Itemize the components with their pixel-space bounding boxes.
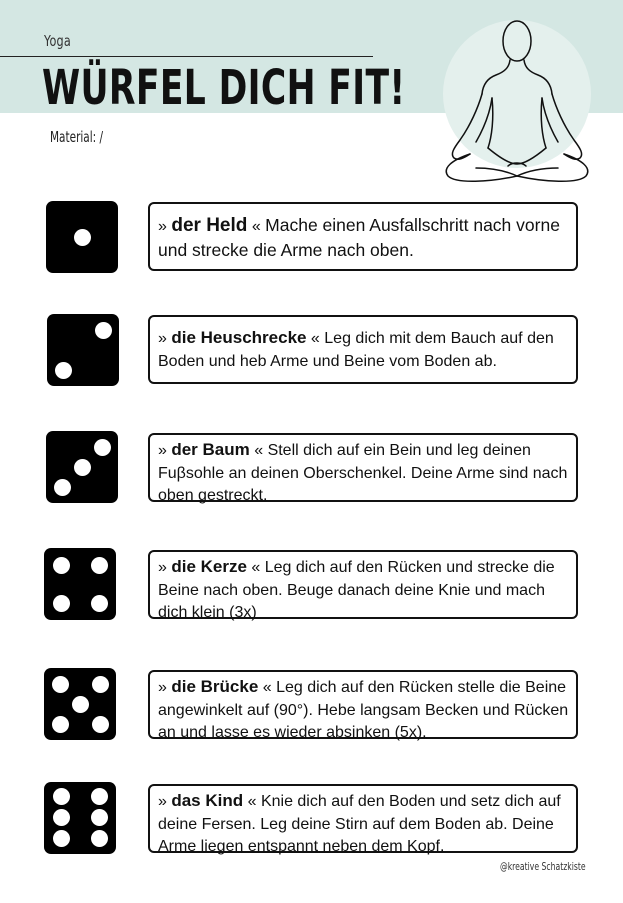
close-quote: «	[247, 218, 266, 235]
die-face-6	[44, 782, 116, 854]
die-pip	[91, 788, 108, 805]
die-pip	[91, 557, 108, 574]
exercise-description: Stell dich auf ein Bein und leg deinen Fuβsohle an deinen Oberschenkel. Deine Arme sind nach oben gestreckt.	[158, 442, 568, 504]
exercise-description: Leg dich auf den Rücken und strecke die Beine nach oben. Beuge danach deine Knie und mach dich klein (3x)	[158, 559, 555, 621]
exercise-card-baum	[148, 433, 578, 502]
die-pip	[74, 229, 91, 246]
exercise-name: die Heuschrecke	[171, 328, 307, 347]
die-pip	[94, 439, 111, 456]
die-pip	[95, 322, 112, 339]
exercise-description: Mache einen Ausfallschritt nach vorne und strecke die Arme nach oben.	[158, 215, 560, 260]
exercise-name: die Brücke	[171, 677, 259, 696]
die-face-2	[47, 314, 119, 386]
credit-label: @kreative Schatzkiste	[500, 860, 586, 873]
exercise-name: der Held	[171, 215, 248, 236]
open-quote: »	[158, 679, 172, 696]
open-quote: »	[158, 793, 172, 810]
close-quote: «	[246, 559, 265, 576]
exercise-description: Leg dich auf den Rücken stelle die Beine angewinkelt auf (90°). Hebe langsam Becken und Rücken an und lasse es wieder absinken (5x).	[158, 679, 569, 741]
die-pip	[74, 459, 91, 476]
die-pip	[52, 716, 69, 733]
yoga-meditation-icon	[430, 8, 600, 188]
open-quote: »	[158, 330, 172, 347]
category-label: Yoga	[44, 32, 71, 50]
open-quote: »	[158, 559, 172, 576]
die-pip	[91, 830, 108, 847]
close-quote: «	[258, 679, 277, 696]
die-pip	[52, 676, 69, 693]
exercise-card-kind	[148, 784, 578, 853]
header-divider	[0, 56, 373, 57]
die-pip	[55, 362, 72, 379]
open-quote: »	[158, 442, 172, 459]
close-quote: «	[249, 442, 268, 459]
exercise-card-bruecke	[148, 670, 578, 739]
exercise-name: das Kind	[171, 791, 244, 810]
material-label: Material: /	[50, 128, 104, 146]
exercise-card-held	[148, 202, 578, 271]
die-pip	[54, 479, 71, 496]
close-quote: «	[243, 793, 261, 810]
close-quote: «	[306, 330, 325, 347]
page-title: WÜRFEL DICH FIT!	[42, 60, 406, 116]
exercise-description: Leg dich mit dem Bauch auf den Boden und heb Arme und Beine vom Boden ab.	[158, 330, 554, 370]
open-quote: »	[158, 218, 172, 235]
exercise-card-kerze	[148, 550, 578, 619]
exercise-name: der Baum	[171, 440, 250, 459]
die-pip	[53, 830, 70, 847]
die-pip	[91, 595, 108, 612]
die-pip	[53, 595, 70, 612]
die-pip	[53, 788, 70, 805]
exercise-card-heuschrecke	[148, 315, 578, 384]
die-face-3	[46, 431, 118, 503]
die-face-1	[46, 201, 118, 273]
die-pip	[72, 696, 89, 713]
exercise-name: die Kerze	[171, 557, 247, 576]
die-face-4	[44, 548, 116, 620]
die-pip	[92, 676, 109, 693]
die-pip	[53, 557, 70, 574]
die-pip	[53, 809, 70, 826]
die-face-5	[44, 668, 116, 740]
die-pip	[91, 809, 108, 826]
die-pip	[92, 716, 109, 733]
exercise-description: Knie dich auf den Boden und setz dich auf deine Fersen. Leg deine Stirn auf dem Boden ab. Deine Arme liegen entspannt neben dem Kopf.	[158, 793, 561, 855]
